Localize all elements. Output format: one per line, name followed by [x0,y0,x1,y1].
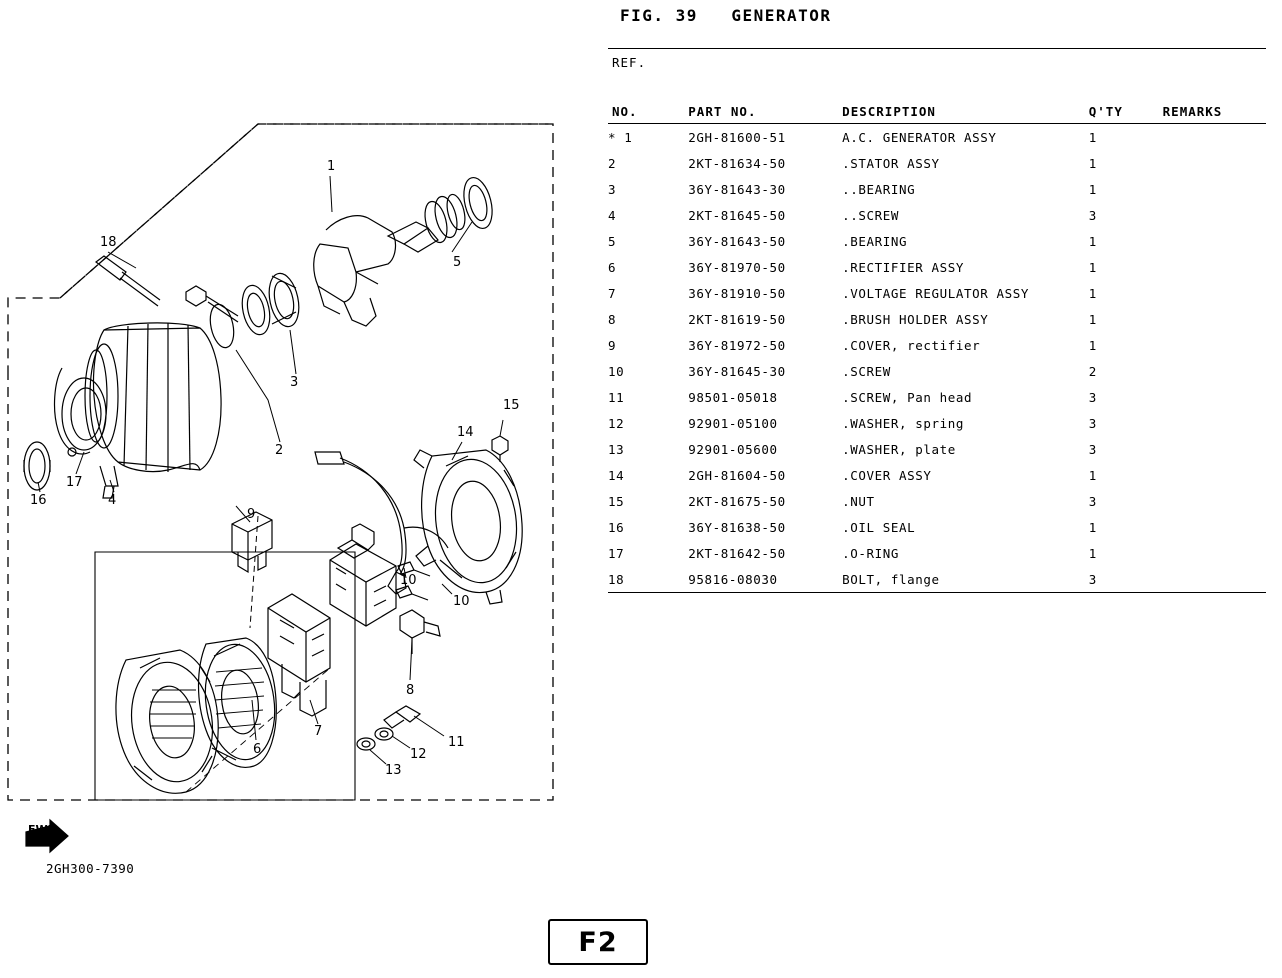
header-description: DESCRIPTION [842,104,936,119]
row-part-no: 36Y-81910-50 [688,285,786,301]
row-ref-no: 3 [608,181,617,197]
row-description: .VOLTAGE REGULATOR ASSY [842,285,1030,301]
row-description: ..BEARING [842,181,916,197]
row-qty: 1 [1088,519,1097,535]
table-row [608,228,1266,254]
table-row [608,566,1266,593]
row-ref-no: 6 [608,259,617,275]
row-qty: 2 [1088,363,1097,379]
table-row [608,488,1266,514]
table-row [608,280,1266,306]
table-row [608,176,1266,202]
callout-13: 13 [385,763,402,778]
row-ref-no: 11 [608,389,625,405]
row-remarks [1163,332,1266,358]
row-qty: 3 [1088,207,1097,223]
row-qty: 3 [1088,441,1097,457]
row-ref-no: * 1 [608,129,633,145]
row-qty: 1 [1088,545,1097,561]
table-row [608,358,1266,384]
callout-17: 17 [66,475,83,490]
callout-3: 3 [290,375,299,390]
row-qty: 1 [1088,155,1097,171]
row-remarks [1163,202,1266,228]
callout-4: 4 [108,493,117,508]
row-part-no: 2KT-81619-50 [688,311,786,327]
row-ref-no: 9 [608,337,617,353]
row-remarks [1163,540,1266,566]
row-remarks [1163,228,1266,254]
row-description: .COVER, rectifier [842,337,981,353]
row-description: .STATOR ASSY [842,155,940,171]
header-ref-no-line1: REF. [612,54,647,70]
row-remarks [1163,150,1266,176]
row-qty: 1 [1088,259,1097,275]
header-ref-no-line2: NO. [612,104,638,119]
row-part-no: 36Y-81638-50 [688,519,786,535]
callout-7: 7 [314,724,323,739]
row-description: ..SCREW [842,207,900,223]
row-part-no: 2KT-81634-50 [688,155,786,171]
callout-10-a: 10 [400,573,417,588]
row-ref-no: 15 [608,493,625,509]
row-remarks [1163,384,1266,410]
row-remarks [1163,514,1266,540]
row-remarks [1163,566,1266,593]
callout-10-b: 10 [453,594,470,609]
row-description: .OIL SEAL [842,519,916,535]
row-part-no: 2KT-81642-50 [688,545,786,561]
row-description: .BRUSH HOLDER ASSY [842,311,989,327]
drawing-number: 2GH300-7390 [46,861,135,876]
row-description: .SCREW, Pan head [842,389,973,405]
table-row [608,202,1266,228]
table-row [608,514,1266,540]
row-description: .NUT [842,493,875,509]
row-description: .WASHER, spring [842,415,965,431]
row-qty: 1 [1088,467,1097,483]
exploded-parts-diagram [0,0,600,974]
row-description: .RECTIFIER ASSY [842,259,965,275]
header-spacer-4 [1163,49,1266,76]
row-remarks [1163,176,1266,202]
header-spacer-2 [842,49,1089,76]
row-ref-no: 18 [608,571,625,587]
row-remarks [1163,306,1266,332]
header-spacer-1 [680,49,842,76]
table-header [608,49,1266,124]
callout-5: 5 [453,255,462,270]
table-row [608,332,1266,358]
row-part-no: 2KT-81645-50 [688,207,786,223]
row-remarks [1163,124,1266,151]
row-remarks [1163,254,1266,280]
row-part-no: 36Y-81643-30 [688,181,786,197]
row-part-no: 92901-05100 [688,415,778,431]
table-header-row-2 [608,75,1266,124]
table-row [608,150,1266,176]
row-part-no: 2KT-81675-50 [688,493,786,509]
row-part-no: 98501-05018 [688,389,778,405]
row-qty: 3 [1088,389,1097,405]
row-ref-no: 7 [608,285,617,301]
row-ref-no: 2 [608,155,617,171]
row-description: .O-RING [842,545,900,561]
callout-1: 1 [327,159,336,174]
row-qty: 1 [1088,129,1097,145]
table-row [608,540,1266,566]
row-remarks [1163,410,1266,436]
header-qty: Q'TY [1088,104,1123,119]
row-ref-no: 4 [608,207,617,223]
row-ref-no: 12 [608,415,625,431]
row-remarks [1163,358,1266,384]
callout-15: 15 [503,398,520,413]
row-part-no: 95816-08030 [688,571,778,587]
callout-6: 6 [253,742,262,757]
row-part-no: 36Y-81645-30 [688,363,786,379]
table-row [608,462,1266,488]
page-code-badge: F2 [548,919,648,965]
row-part-no: 92901-05600 [688,441,778,457]
row-remarks [1163,462,1266,488]
fwd-arrow-label: FWD [28,823,57,836]
table-row [608,410,1266,436]
parts-list [608,48,1266,593]
row-qty: 3 [1088,493,1097,509]
row-remarks [1163,280,1266,306]
callout-2: 2 [275,443,284,458]
row-qty: 1 [1088,285,1097,301]
row-part-no: 36Y-81970-50 [688,259,786,275]
row-remarks [1163,436,1266,462]
table-header-row-1 [608,49,1266,76]
header-part-no: PART NO. [688,104,757,119]
row-part-no: 2GH-81604-50 [688,467,786,483]
row-remarks [1163,488,1266,514]
parts-table [608,48,1266,593]
row-qty: 1 [1088,233,1097,249]
callout-12: 12 [410,747,427,762]
row-qty: 1 [1088,311,1097,327]
row-part-no: 36Y-81643-50 [688,233,786,249]
row-qty: 3 [1088,571,1097,587]
header-spacer-3 [1089,49,1163,76]
row-ref-no: 13 [608,441,625,457]
row-ref-no: 17 [608,545,625,561]
row-ref-no: 14 [608,467,625,483]
table-row [608,306,1266,332]
row-ref-no: 5 [608,233,617,249]
diagram-svg [0,0,600,974]
row-description: A.C. GENERATOR ASSY [842,129,997,145]
callout-14: 14 [457,425,474,440]
table-row [608,436,1266,462]
row-ref-no: 10 [608,363,625,379]
callout-9: 9 [247,507,256,522]
row-qty: 1 [1088,181,1097,197]
row-qty: 3 [1088,415,1097,431]
row-ref-no: 8 [608,311,617,327]
header-remarks: REMARKS [1162,104,1223,119]
table-row [608,124,1266,151]
callout-18: 18 [100,235,117,250]
callout-11: 11 [448,735,465,750]
table-row [608,254,1266,280]
row-qty: 1 [1088,337,1097,353]
page-title: FIG. 39 GENERATOR [620,6,832,25]
callout-16: 16 [30,493,47,508]
table-body [608,124,1266,593]
table-row [608,384,1266,410]
row-description: .BEARING [842,233,908,249]
row-ref-no: 16 [608,519,625,535]
row-part-no: 2GH-81600-51 [688,129,786,145]
row-description: .SCREW [842,363,891,379]
row-description: BOLT, flange [842,571,940,587]
row-part-no: 36Y-81972-50 [688,337,786,353]
row-description: .COVER ASSY [842,467,932,483]
row-description: .WASHER, plate [842,441,956,457]
callout-8: 8 [406,683,415,698]
